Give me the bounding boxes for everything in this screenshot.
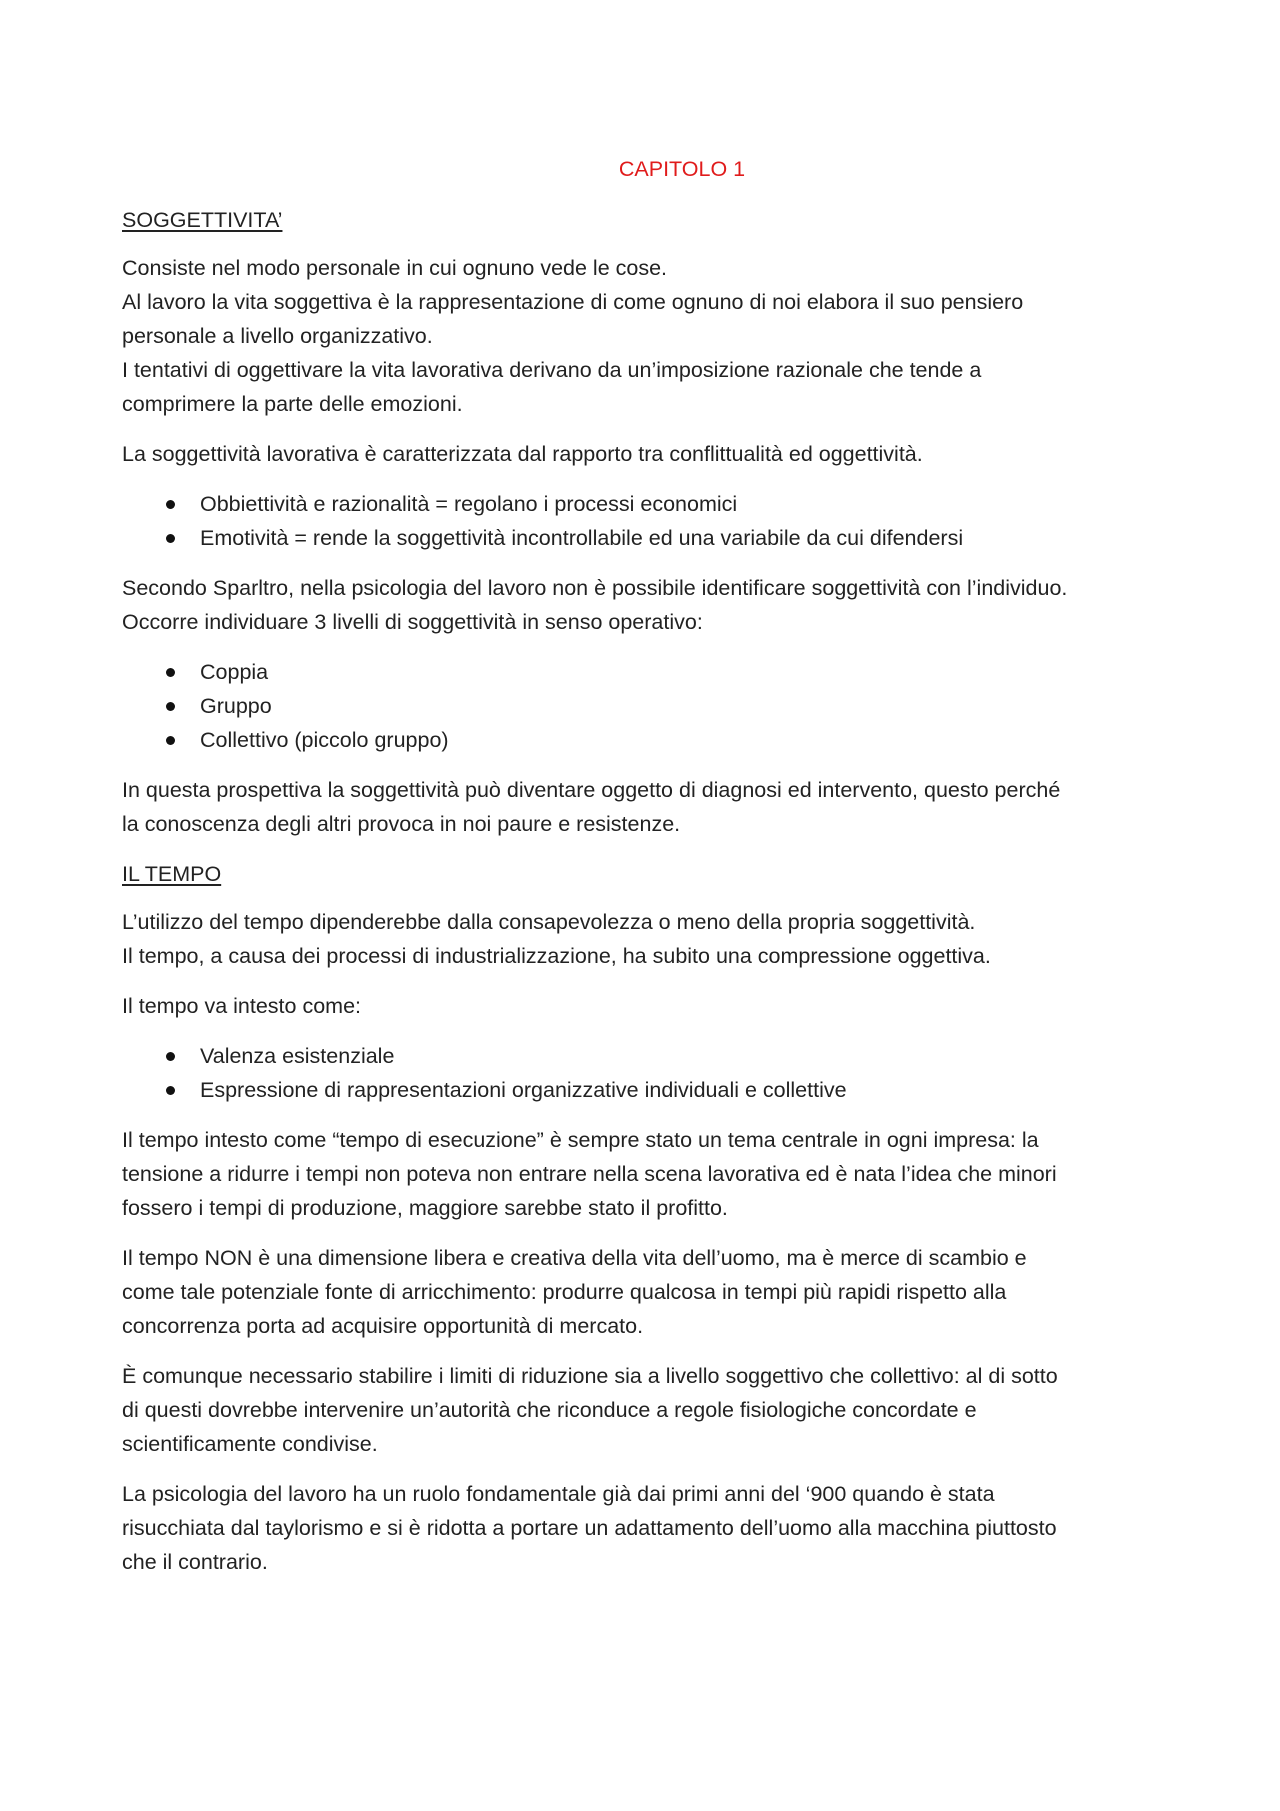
paragraph (122, 989, 1172, 1023)
bullet-icon (166, 736, 175, 745)
bullet-icon (166, 702, 175, 711)
text-line: di questi dovrebbe intervenire un’autorità che riconduce a regole fisiologiche concordate e (122, 1398, 977, 1422)
bullet-list (122, 655, 1172, 757)
paragraph (122, 251, 1172, 421)
text-line: comprimere la parte delle emozioni. (122, 392, 463, 416)
text-line: Il tempo intesto come “tempo di esecuzione” è sempre stato un tema centrale in ogni impresa: la (122, 1128, 1039, 1152)
text-line: Occorre individuare 3 livelli di soggettività in senso operativo: (122, 610, 703, 634)
list-item: Valenza esistenziale (122, 1039, 1172, 1073)
text-line: In questa prospettiva la soggettività può diventare oggetto di diagnosi ed intervento, questo perché (122, 778, 1061, 802)
bullet-icon (166, 534, 175, 543)
paragraph (122, 1241, 1172, 1343)
bullet-icon (166, 500, 175, 509)
text-line: risucchiata dal taylorismo e si è ridotta a portare un adattamento dell’uomo alla macchina piuttosto (122, 1516, 1057, 1540)
list-item: Espressione di rappresentazioni organizzative individuali e collettive (122, 1073, 1172, 1107)
bullet-icon (166, 668, 175, 677)
text-line: Consiste nel modo personale in cui ognuno vede le cose. (122, 256, 668, 280)
section-heading-soggettivita: SOGGETTIVITA’ (122, 208, 283, 232)
text-line: Al lavoro la vita soggettiva è la rappresentazione di come ognuno di noi elabora il suo pensiero (122, 290, 1024, 314)
list-item: Gruppo (122, 689, 1172, 723)
chapter-title: CAPITOLO 1 (618, 157, 746, 181)
bullet-list (122, 487, 1172, 555)
paragraph (122, 571, 1172, 639)
text-line: personale a livello organizzativo. (122, 324, 433, 348)
paragraph (122, 1359, 1172, 1461)
bullet-icon (166, 1052, 175, 1061)
paragraph (122, 773, 1172, 841)
text-line: concorrenza porta ad acquisire opportunità di mercato. (122, 1314, 644, 1338)
text-line: fossero i tempi di produzione, maggiore sarebbe stato il profitto. (122, 1196, 728, 1220)
text-line: L’utilizzo del tempo dipenderebbe dalla consapevolezza o meno della propria soggettività. (122, 910, 976, 934)
paragraph (122, 437, 1172, 471)
text-line: tensione a ridurre i tempi non poteva non entrare nella scena lavorativa ed è nata l’idea che minori (122, 1162, 1057, 1186)
paragraph (122, 1123, 1172, 1225)
text-line: La soggettività lavorativa è caratterizzata dal rapporto tra conflittualità ed oggettività. (122, 442, 923, 466)
list-item: Emotività = rende la soggettività incontrollabile ed una variabile da cui difendersi (122, 521, 1172, 555)
list-item: Coppia (122, 655, 1172, 689)
text-line: la conoscenza degli altri provoca in noi paure e resistenze. (122, 812, 681, 836)
bullet-list (122, 1039, 1172, 1107)
text-line: Secondo Sparltro, nella psicologia del lavoro non è possibile identificare soggettività con l’individuo. (122, 576, 1068, 600)
document-body (122, 152, 1172, 1595)
list-item: Collettivo (piccolo gruppo) (122, 723, 1172, 757)
paragraph (122, 1477, 1172, 1579)
text-line: I tentativi di oggettivare la vita lavorativa derivano da un’imposizione razionale che tende a (122, 358, 982, 382)
text-line: Il tempo, a causa dei processi di industrializzazione, ha subito una compressione oggettiva. (122, 944, 991, 968)
text-line: che il contrario. (122, 1550, 268, 1574)
text-line: scientificamente condivise. (122, 1432, 378, 1456)
list-item: Obbiettività e razionalità = regolano i processi economici (122, 487, 1172, 521)
text-line: La psicologia del lavoro ha un ruolo fondamentale già dai primi anni del ‘900 quando è stata (122, 1482, 995, 1506)
text-line: Il tempo NON è una dimensione libera e creativa della vita dell’uomo, ma è merce di scambio e (122, 1246, 1027, 1270)
paragraph (122, 905, 1172, 973)
section-heading-tempo: IL TEMPO (122, 862, 222, 886)
text-line: come tale potenziale fonte di arricchimento: produrre qualcosa in tempi più rapidi rispetto alla (122, 1280, 1007, 1304)
bullet-icon (166, 1086, 175, 1095)
text-line: È comunque necessario stabilire i limiti di riduzione sia a livello soggettivo che collettivo: al di sotto (122, 1364, 1058, 1388)
text-line: Il tempo va intesto come: (122, 994, 361, 1018)
